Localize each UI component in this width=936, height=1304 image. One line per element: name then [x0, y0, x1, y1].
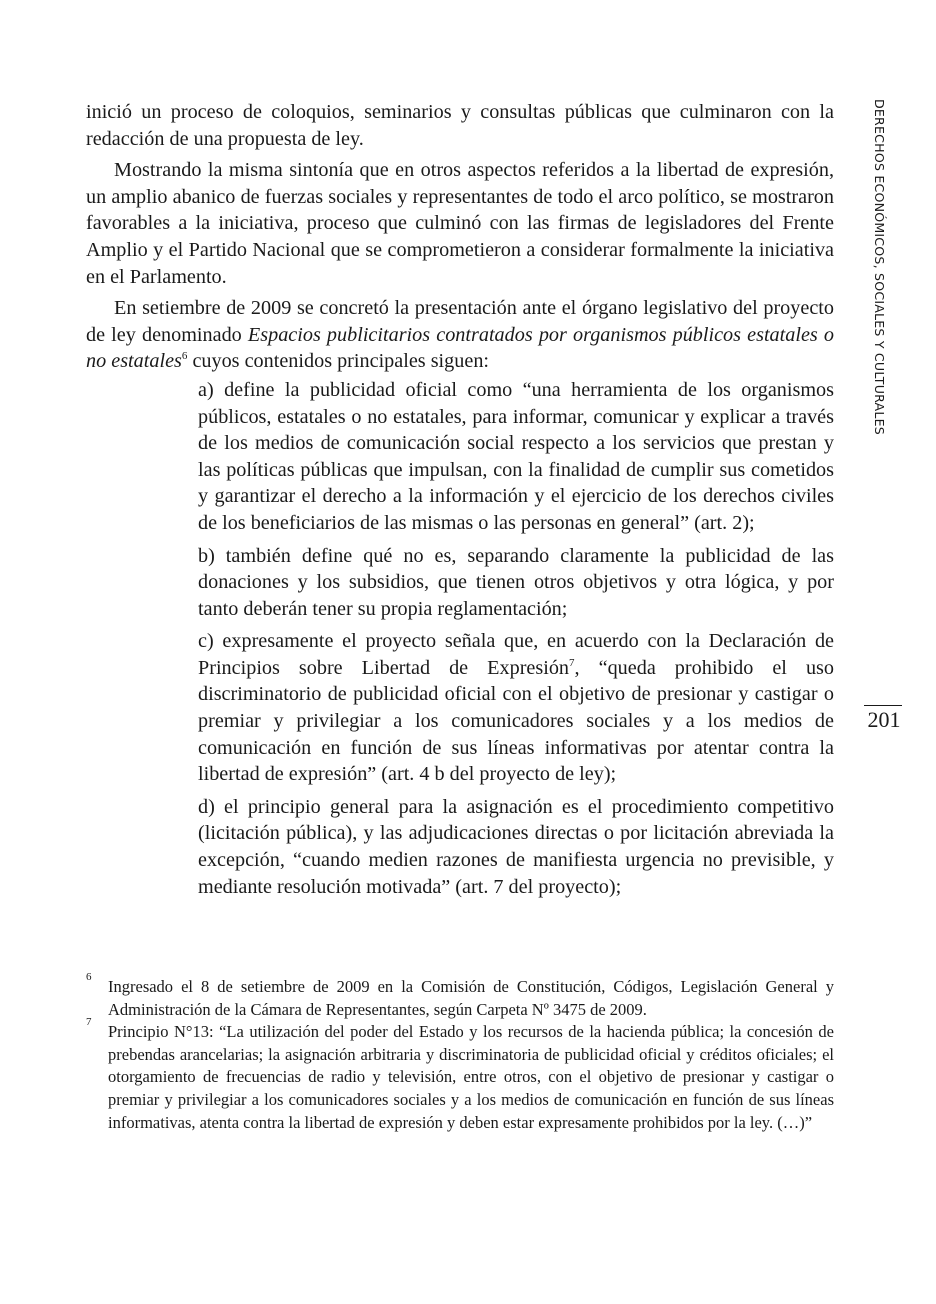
list-item-c [198, 628, 834, 788]
footnote-ref-6: 6 [181, 350, 188, 363]
list-item-a: a) define la publicidad oficial como “una herramienta de los organismos públicos, estatales o no estatales, para informar, comunicar y explicar a través de los medios de comunicación social respecto a los servicios que prestan y las políticas públicas que impulsan, con la finalidad de cumplir sus cometidos y garantizar el derecho a la información y el ejercicio de los derechos civiles de los beneficiarios de las mismas o las personas en general” (art. 2); [198, 378, 834, 534]
running-head-text: DERECHOS ECONÓMICOS, SOCIALES Y CULTURALES [872, 99, 887, 435]
paragraph-sintonia: Mostrando la misma sintonía que en otros aspectos referidos a la libertad de expresión, un amplio abanico de fuerzas sociales y representantes de todo el arco político, se mostraron favorables a la iniciativa, proceso que culminó con las firmas de legisladores del Frente Amplio y el Partido Nacional que se comprometieron a considerar formalmente la iniciativa en el Parlamento. [86, 159, 834, 288]
list-item-d: d) el principio general para la asignación es el procedimiento competitivo (licitación pública), y las adjudicaciones directas o por licitación abreviada la excepción, “cuando medien razones de manifiesta urgencia no previsible, y mediante resolución motivada” (art. 7 del proyecto); [198, 795, 834, 898]
paragraph-presentacion-end: cuyos contenidos principales siguen: [187, 350, 490, 373]
running-head [866, 99, 888, 439]
paragraph-presentacion [86, 295, 834, 375]
list-item-c-end: , “queda prohibido el uso discriminatorio de publicidad oficial con el objetivo de presionar y castigar o premiar y privilegiar a los comunicadores sociales y a los medios de comunicación en función de sus líneas informativas por atentar contra la libertad de expresión” (art. 4 b del proyecto de ley); [198, 656, 834, 786]
main-text [86, 99, 834, 900]
page-number: 201 [867, 707, 901, 732]
list-item-b: b) también define qué no es, separando claramente la publicidad de las donaciones y los subsidios, que tienen otros objetivos y otra lógica, y por tanto deberán tener su propia reglamentación; [198, 544, 834, 620]
footnote-number: 6 [86, 971, 92, 983]
paragraph-continuation: inició un proceso de coloquios, seminarios y consultas públicas que culminaron con la redacción de una propuesta de ley. [86, 101, 834, 150]
footnote-text: Principio N°13: “La utilización del poder del Estado y los recursos de la hacienda pública; la concesión de prebendas arancelarias; la asignación arbitraria y discriminatoria de publicidad oficial y créditos oficiales; el otorgamiento de frecuencias de radio y televisión, entre otros, con el objetivo de presionar y castigar o premiar y privilegiar a los comunicadores sociales y a los medios de comunicación en función de sus líneas informativas, atenta contra la libertad de expresión y deben estar expresamente prohibidos por la ley. (…)” [108, 1022, 834, 1132]
footnote-ref-7: 7 [569, 656, 575, 669]
footnote-text: Ingresado el 8 de setiembre de 2009 en la Comisión de Constitución, Códigos, Legislación General y Administración de la Cámara de Representantes, según Carpeta Nº 3475 de 2009. [108, 977, 834, 1019]
footnote-number: 7 [86, 1016, 92, 1029]
list-item-c-text: c) expresamente el proyecto señala que, en acuerdo con la Declaración de Principios sobre Libertad de Expresión [198, 630, 834, 679]
footnotes [86, 971, 834, 1134]
footnote-6 [86, 971, 834, 1021]
footnote-7 [86, 1016, 834, 1134]
bill-title: Espacios publicitarios contratados por organismos públicos estatales o no estatales [86, 323, 835, 373]
paragraph-presentacion-text: En setiembre de 2009 se concretó la presentación ante el órgano legislativo del proyecto de ley denominado [86, 297, 834, 346]
